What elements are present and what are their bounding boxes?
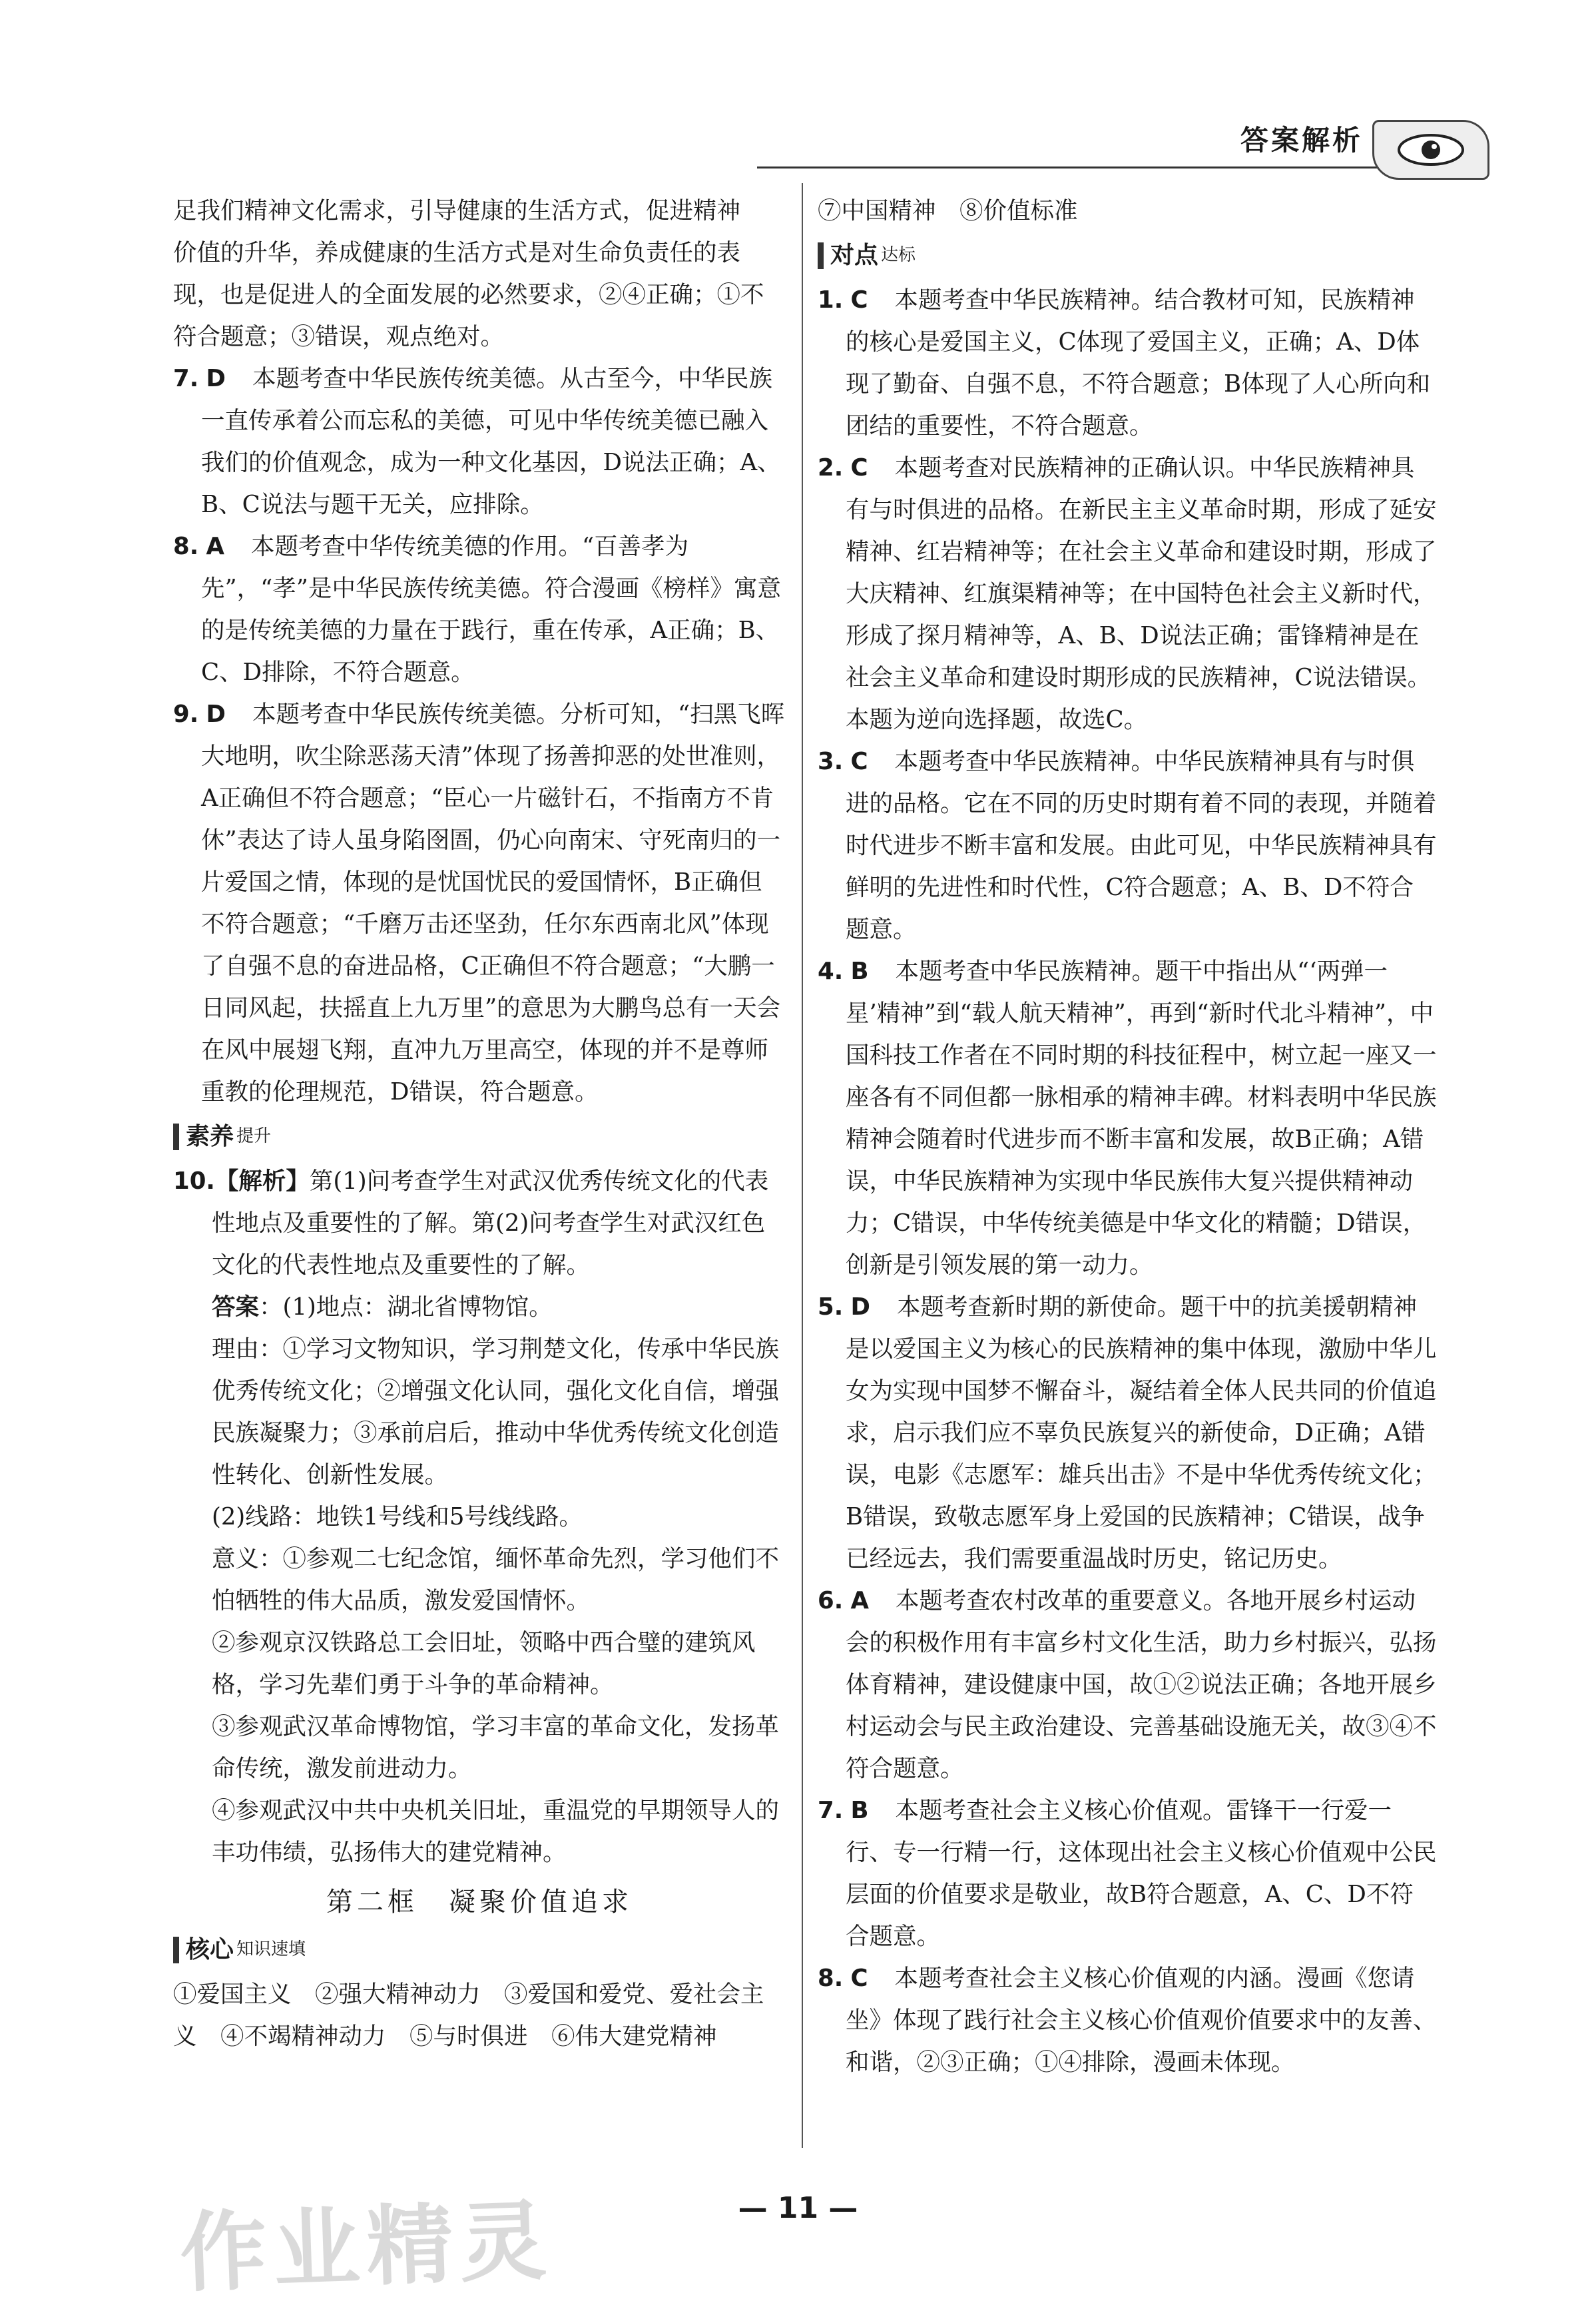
question-8: 8. A 本题考查中华传统美德的作用。“百善孝为先”，“孝”是中华民族传统美德。符合漫画《榜样》寓意的是传统美德的力量在于践行，重在传承，A正确；B、C、D排除，不符合题意。 xyxy=(173,533,781,686)
question-r1: 1. C 本题考查中华民族精神。结合教材可知，民族精神的核心是爱国主义，C体现了爱国主义，正确；A、D体现了勤奋、自强不息，不符合题意；B体现了人心所向和团结的重要性，不符合题意。 xyxy=(818,286,1431,440)
question-r2: 2. C 本题考查对民族精神的正确认识。中华民族精神具有与时俱进的品格。在新民主主义革命时期，形成了延安精神、红岩精神等；在社会主义革命和建设时期，形成了大庆精神、红旗渠精神等；在中国特色社会主义新时代，形成了探月精神等，A、B、D说法正确；雷锋精神是在社会主义革命和建设时期形成的民族精神，C说法错误。本题为逆向选择题，故选C。 xyxy=(818,454,1437,733)
section-hexin: 核心 知识速填 xyxy=(173,1929,786,1971)
right-column xyxy=(818,190,1437,2083)
column-divider xyxy=(802,183,803,2148)
section-bar-icon xyxy=(818,242,824,269)
q10-meaning: ③参观武汉革命博物馆，学习丰富的革命文化，发扬革命传统，激发前进动力。 xyxy=(212,1713,780,1782)
header-title: 答案解析 xyxy=(1240,124,1363,157)
q10-meaning: ④参观武汉中共中央机关旧址，重温党的早期领导人的丰功伟绩，弘扬伟大的建党精神。 xyxy=(212,1797,780,1866)
fill-line: ①爱国主义 ②强大精神动力 ③爱国和爱党、爱社会主 xyxy=(173,1981,764,2008)
question-r8: 8. C 本题考查社会主义核心价值观的内涵。漫画《您请坐》体现了践行社会主义核心价值观价值要求中的友善、和谐，②③正确；①④排除，漫画未体现。 xyxy=(818,1965,1437,2076)
fill-line: 义 ④不竭精神动力 ⑤与时俱进 ⑥伟大建党精神 xyxy=(173,2023,717,2050)
section-duidian: 对点 达标 xyxy=(818,234,1437,276)
intro-line: 符合题意；③错误，观点绝对。 xyxy=(173,323,505,350)
section-suyang: 素养 提升 xyxy=(173,1116,786,1157)
eye-logo-icon xyxy=(1372,120,1489,180)
page-header xyxy=(757,113,1423,168)
q10-route: (2)线路：地铁1号线和5号线线路。 xyxy=(212,1503,583,1530)
question-r4: 4. B 本题考查中华民族精神。题干中指出从“‘两弹一星’精神”到“载人航天精神”，再到“新时代北斗精神”，中国科技工作者在不同时期的科技征程中，树立起一座又一座各有不同但都一脉相承的精神丰碑。材料表明中华民族精神会随着时代进步而不断丰富和发展，故B正确；A错误，中华民族精神为实现中华民族伟大复兴提供精神动力；C错误，中华传统美德是中华文化的精髓；D错误，创新是引领发展的第一动力。 xyxy=(818,958,1437,1279)
lesson-subheading: 第二框 凝聚价值追求 xyxy=(326,1887,633,1917)
question-r5: 5. D 本题考查新时期的新使命。题干中的抗美援朝精神是以爱国主义为核心的民族精神的集中体现，激励中华儿女为实现中国梦不懈奋斗，凝结着全体人民共同的价值追求，启示我们应不辜负民族复兴的新使命，D正确；A错误，电影《志愿军：雄兵出击》不是中华优秀传统文化；B错误，致敬志愿军身上爱国的民族精神；C错误，战争已经远去，我们需要重温战时历史，铭记历史。 xyxy=(818,1293,1437,1572)
left-column xyxy=(173,190,786,2057)
fill-line: ⑦中国精神 ⑧价值标准 xyxy=(818,197,1078,224)
page-number: — 11 — xyxy=(738,2191,858,2225)
q10-answer: 答案：(1)地点：湖北省博物馆。 xyxy=(212,1293,553,1321)
intro-line: 足我们精神文化需求，引导健康的生活方式，促进精神 xyxy=(173,197,741,224)
watermark: 作业精灵 xyxy=(178,2190,555,2304)
question-r7: 7. B 本题考查社会主义核心价值观。雷锋干一行爱一行、专一行精一行，这体现出社会主义核心价值观中公民层面的价值要求是敬业，故B符合题意，A、C、D不符合题意。 xyxy=(818,1797,1437,1950)
q10-reason: 理由：①学习文物知识，学习荆楚文化，传承中华民族优秀传统文化；②增强文化认同，强化文化自信，增强民族凝聚力；③承前启后，推动中华优秀传统文化创造性转化、创新性发展。 xyxy=(212,1335,780,1488)
question-7: 7. D 本题考查中华民族传统美德。从古至今，中华民族一直传承着公而忘私的美德，可见中华传统美德已融入我们的价值观念，成为一种文化基因，D说法正确；A、B、C说法与题干无关，应排除。 xyxy=(173,365,781,518)
question-10: 10.【解析】第(1)问考查学生对武汉优秀传统文化的代表性地点及重要性的了解。第(2)问考查学生对武汉红色文化的代表性地点及重要性的了解。 xyxy=(173,1167,769,1279)
section-bar-icon xyxy=(173,1124,179,1150)
intro-line: 现，也是促进人的全面发展的必然要求，②④正确；①不 xyxy=(173,281,764,308)
q10-meaning: 意义：①参观二七纪念馆，缅怀革命先烈，学习他们不怕牺牲的伟大品质，激发爱国情怀。 xyxy=(212,1545,780,1614)
question-r3: 3. C 本题考查中华民族精神。中华民族精神具有与时俱进的品格。它在不同的历史时期有着不同的表现，并随着时代进步不断丰富和发展。由此可见，中华民族精神具有鲜明的先进性和时代性，C符合题意；A、B、D不符合题意。 xyxy=(818,748,1437,943)
section-bar-icon xyxy=(173,1937,179,1963)
question-9: 9. D 本题考查中华民族传统美德。分析可知，“扫黑飞晖大地明，吹尘除恶荡天清”体现了扬善抑恶的处世准则，A正确但不符合题意；“臣心一片磁针石，不指南方不肯休”表达了诗人虽身陷囹圄，仍心向南宋、守死南归的一片爱国之情，体现的是忧国忧民的爱国情怀，B正确但不符合题意；“千磨万击还坚劲，任尔东西南北风”体现了自强不息的奋进品格，C正确但不符合题意；“大鹏一日同风起，扶摇直上九万里”的意思为大鹏鸟总有一天会在风中展翅飞翔，直冲九万里高空，体现的并不是尊师重教的伦理规范，D错误，符合题意。 xyxy=(173,701,785,1106)
intro-line: 价值的升华，养成健康的生活方式是对生命负责任的表 xyxy=(173,239,741,266)
q10-meaning: ②参观京汉铁路总工会旧址，领略中西合璧的建筑风格，学习先辈们勇于斗争的革命精神。 xyxy=(212,1629,756,1698)
question-r6: 6. A 本题考查农村改革的重要意义。各地开展乡村运动会的积极作用有丰富乡村文化生活，助力乡村振兴，弘扬体育精神，建设健康中国，故①②说法正确；各地开展乡村运动会与民主政治建设、完善基础设施无关，故③④不符合题意。 xyxy=(818,1587,1437,1782)
